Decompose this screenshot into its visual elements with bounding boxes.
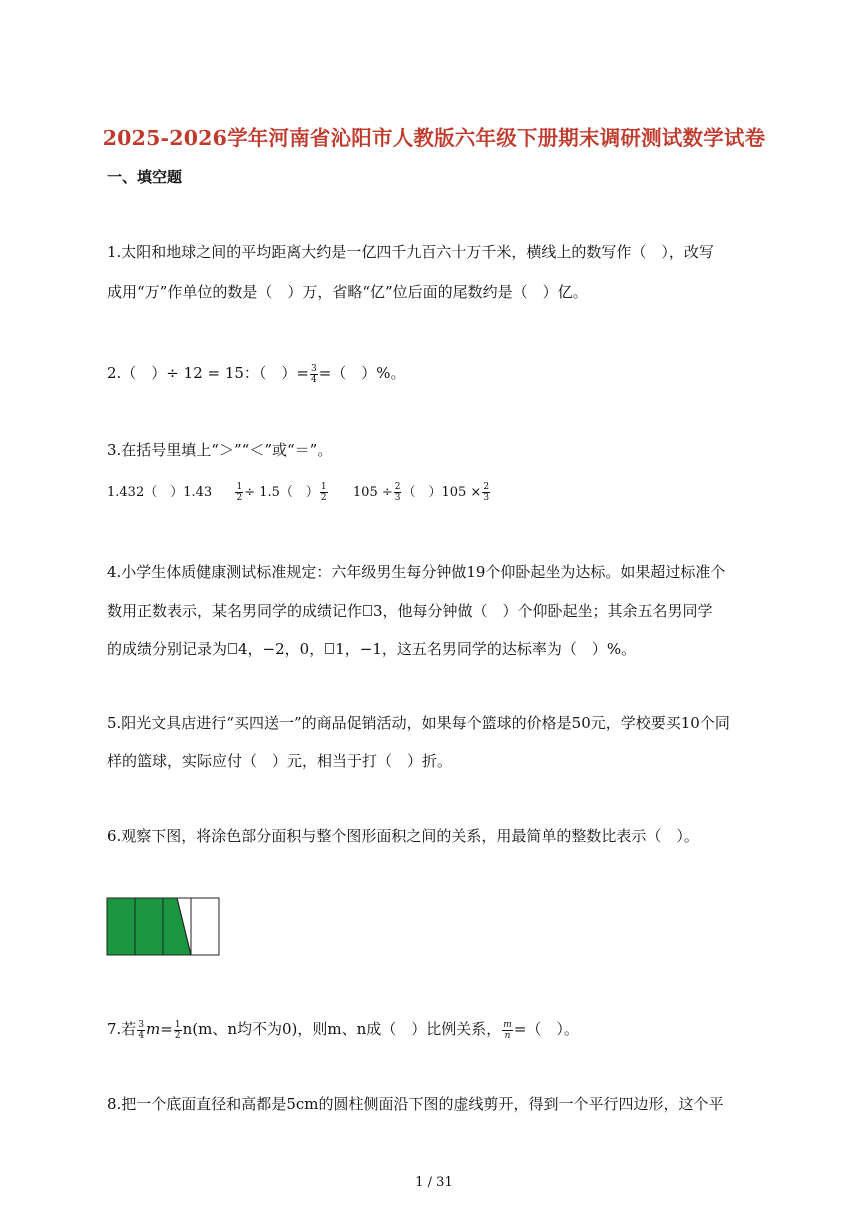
q4-line2b: 3，他每分钟做（ ）个仰卧起坐；其余五名男同学 [373,602,713,620]
q7-var-m: m [146,1020,161,1038]
page-number: 1 / 31 [415,1175,453,1190]
q3-frac1-den: 2 [236,493,243,503]
q3-frac3-den: 3 [394,493,401,503]
section-heading: 一、填空题 [107,168,183,186]
document-title: 2025-2026学年河南省沁阳市人教版六年级下册期末调研测试数学试卷 [102,126,766,150]
shaded-rectangle-figure [106,897,222,957]
shaded-trapezoid [163,898,191,955]
q7-frac2-den: 2 [174,1030,181,1041]
q3-item3b: （ ）105 × [402,485,482,500]
q3-frac3-num: 2 [394,482,401,492]
q4-line1: 4.小学生体质健康测试标准规定：六年级男生每分钟做19个仰卧起坐为达标。如果超过标准个 [107,563,726,581]
q7-frac2 [174,1020,182,1041]
missing-sign-box [363,605,372,616]
q7-frac3-num: m [503,1019,512,1030]
q2-fraction [310,364,318,385]
q2-line [107,363,406,385]
q3-items [107,482,491,503]
q8-line1: 8.把一个底面直径和高都是5cm的圆柱侧面沿下图的虚线剪开，得到一个平行四边形，这个平 [107,1095,724,1113]
q3-item2: ÷ 1.5（ ） [244,485,319,500]
q3-frac2 [320,482,328,503]
q5-line2: 样的篮球，实际应付（ ）元，相当于打（ ）折。 [107,752,453,770]
q7-frac2-num: 1 [174,1019,181,1030]
q7-part-b: n(m、n均不为0)，则m、n成（ ）比例关系， [182,1020,502,1038]
missing-sign-box [228,643,237,654]
q7-part-a: 7.若 [107,1020,137,1038]
q2-part-b: =（ ）%。 [318,364,406,382]
shaded-cell-2 [135,898,163,955]
q7-line [107,1019,579,1041]
q3-frac2-num: 1 [320,482,327,492]
q4-line2 [107,601,713,621]
q7-equals: = [160,1020,173,1038]
q3-prompt: 3.在括号里填上“＞”“＜”或“＝”。 [107,441,333,459]
missing-sign-box [325,643,334,654]
q3-frac4-den: 3 [483,493,490,503]
q3-frac4-num: 2 [483,482,490,492]
q4-line3c: 1，−1，这五名男同学的达标率为（ ）%。 [335,640,637,658]
q1-line1: 1.太阳和地球之间的平均距离大约是一亿四千九百六十万千米，横线上的数写作（ ），改写 [107,243,714,261]
q4-line3b: 4，−2，0， [238,640,325,658]
q3-item3a: 105 ÷ [352,485,393,500]
q5-line1: 5.阳光文具店进行“买四送一”的商品促销活动，如果每个篮球的价格是50元，学校要买10个同 [107,714,730,732]
q2-part-a: 2.（ ）÷ 12 = 15：（ ）= [107,364,309,382]
q7-frac1-num: 3 [138,1019,145,1030]
shaded-cell-1 [107,898,135,955]
q3-frac1 [235,482,243,503]
q7-part-c: =（ ）。 [513,1020,579,1038]
q3-item1: 1.432（ ）1.43 [107,485,213,500]
q2-frac-num: 3 [311,363,317,374]
q3-frac1-num: 1 [236,482,243,492]
q3-frac2-den: 2 [320,493,327,503]
q3-frac3 [394,482,402,503]
q7-frac3 [502,1020,513,1041]
q6-line1: 6.观察下图，将涂色部分面积与整个图形面积之间的关系，用最简单的整数比表示（ ）。 [107,827,699,845]
q7-frac3-den: n [504,1030,511,1041]
q7-frac1 [137,1020,145,1041]
q1-line2: 成用“万”作单位的数是（ ）万，省略“亿”位后面的尾数约是（ ）亿。 [107,283,588,301]
q4-line3a: 的成绩分别记录为 [107,640,228,658]
q2-frac-den: 4 [311,374,317,385]
q3-frac4 [482,482,490,503]
q7-frac1-den: 4 [138,1030,145,1041]
q4-line3 [107,639,636,659]
q4-line2a: 数用正数表示，某名男同学的成绩记作 [107,602,363,620]
